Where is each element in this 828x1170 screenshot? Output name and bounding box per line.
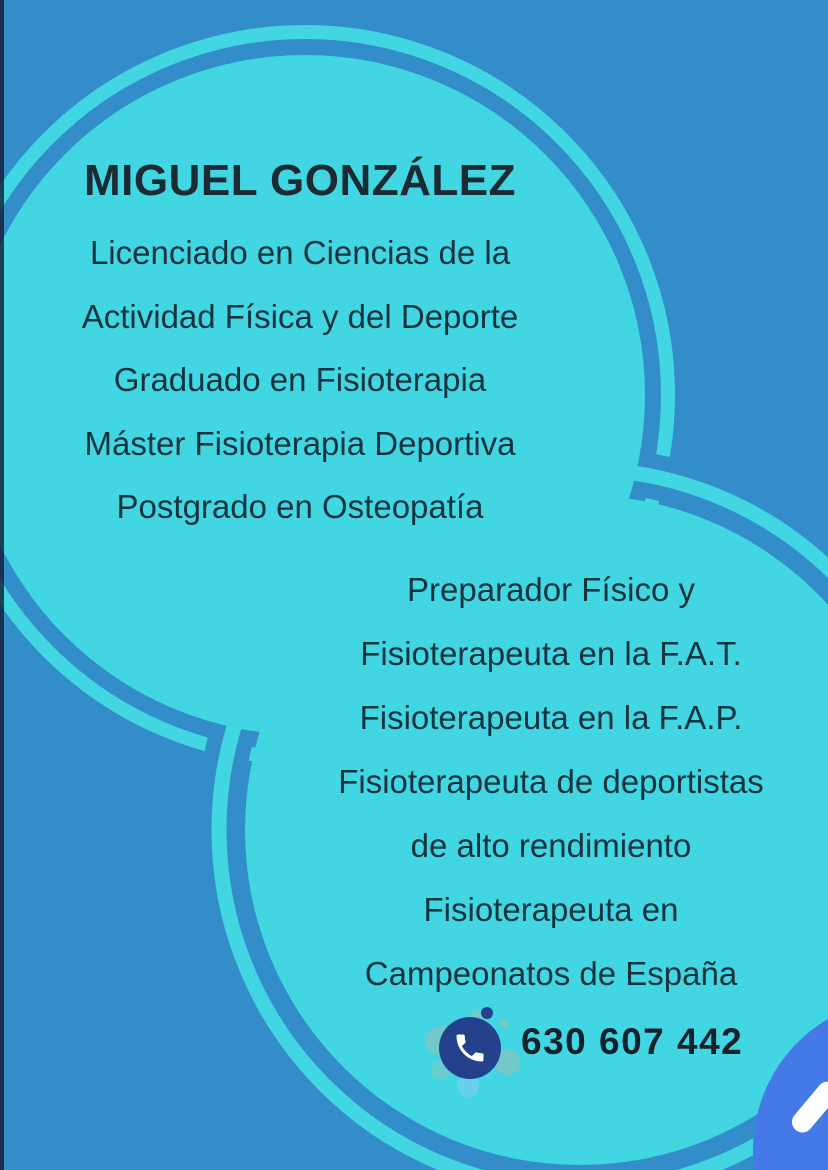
credential-line: Fisioterapeuta en la F.A.P. (359, 699, 743, 736)
credential-line: Campeonatos de España (364, 955, 738, 992)
phone-badge-circle (439, 1017, 501, 1079)
person-name: MIGUEL GONZÁLEZ (83, 156, 516, 205)
credential-line: Postgrado en Osteopatía (116, 488, 484, 525)
credential-line: Fisioterapeuta de deportistas (338, 763, 764, 800)
credential-line: Graduado en Fisioterapia (113, 361, 487, 398)
credential-line: Fisioterapeuta en la F.A.T. (360, 635, 742, 672)
splash-dot-small (500, 1019, 509, 1028)
credentials-bottom (245, 558, 828, 1006)
credential-line: Actividad Física y del Deporte (81, 297, 519, 335)
credential-line: Licenciado en Ciencias de la (89, 234, 511, 271)
phone-number[interactable]: 630 607 442 (521, 1021, 744, 1062)
credential-line: Preparador Físico y (407, 571, 695, 608)
credential-line: Fisioterapeuta en (423, 891, 679, 928)
phone-dot (481, 1007, 493, 1019)
credential-line: Máster Fisioterapia Deportiva (84, 424, 516, 462)
credentials-top (0, 221, 600, 539)
credential-line: de alto rendimiento (410, 827, 692, 864)
